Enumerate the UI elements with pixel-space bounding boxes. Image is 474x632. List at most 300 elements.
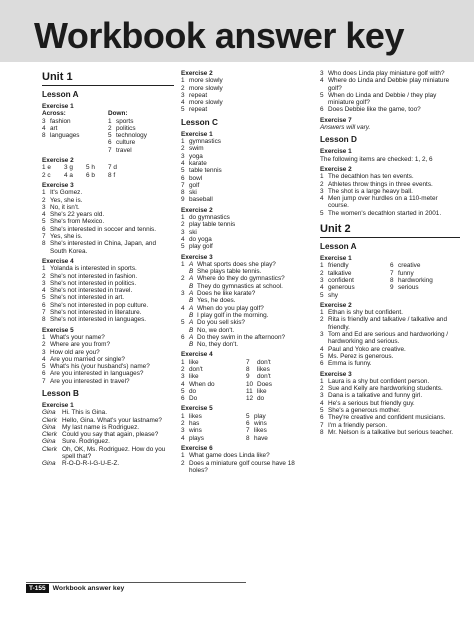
answer: Yes, she is. [50, 196, 83, 204]
speaker: B [189, 341, 194, 349]
answer: table tennis [189, 167, 222, 175]
exercise-heading: Exercise 7 [320, 116, 352, 124]
answer: karate [189, 159, 207, 167]
item-number: 7 [108, 164, 112, 172]
answer: like [189, 373, 199, 381]
answer: play golf [189, 243, 213, 251]
answer: c [47, 171, 51, 179]
answer: What sports does she play? [197, 260, 276, 268]
answer: Athletes throw things in three events. [328, 180, 433, 188]
answer: Are you married or single? [50, 355, 125, 363]
item-number: 5 [86, 164, 90, 172]
item-number: 6 [108, 139, 112, 147]
item-number: 2 [181, 221, 185, 229]
answer: Tom and Ed are serious and hardworking / hardworking and serious. [328, 331, 449, 346]
item-number: 7 [181, 181, 185, 189]
exercise-1-answers [320, 262, 460, 298]
item-number: 12 [246, 395, 254, 403]
answer: My last name is Rodriguez. [62, 423, 140, 431]
answer: likes [189, 412, 202, 420]
answer: She's not interested in pop culture. [50, 301, 149, 309]
answer: She's not interested in literature. [50, 309, 142, 317]
item-number: 8 [246, 434, 250, 442]
item-number: 5 [320, 91, 324, 99]
answer: I'm a friendly person. [328, 421, 388, 429]
answer: travel [116, 146, 132, 154]
item-number: 1 [181, 452, 185, 460]
answer: talkative [328, 269, 352, 277]
item-number: 3 [42, 117, 46, 125]
item-number: 8 [181, 189, 185, 197]
item-number: 5 [320, 406, 324, 414]
answer: culture [116, 139, 136, 147]
item-number: 1 [42, 189, 46, 197]
item-number: 2 [320, 316, 324, 324]
exercise-heading: Exercise 1 [181, 130, 213, 138]
answer: Does he like karate? [197, 290, 256, 298]
answer: Dana is a talkative and funny girl. [328, 392, 423, 400]
answer: Where do they do gymnastics? [197, 275, 285, 283]
item-number: 7 [42, 309, 46, 317]
answer: What's his (your husband's) name? [50, 363, 150, 371]
answer: more slowly [189, 77, 223, 85]
item-number: 4 [320, 284, 324, 292]
answer: bowl [189, 174, 203, 182]
answer: like [189, 358, 199, 366]
answer: When do Linda and Debbie / they play miniature golf? [328, 91, 437, 107]
answer: friendly [328, 262, 349, 270]
item-number: 5 [181, 106, 185, 114]
answer: Sure. Rodriguez. [62, 438, 110, 446]
item-number: 3 [42, 279, 46, 287]
item-number: 3 [181, 427, 185, 435]
answer: like [257, 387, 267, 395]
item-number: 5 [320, 352, 324, 360]
answer: funny [398, 269, 414, 277]
speaker: Gina [42, 409, 56, 417]
answer: When do [189, 380, 215, 388]
item-number: 4 [42, 355, 46, 363]
answer: wins [189, 427, 202, 435]
exercise-heading: Exercise 2 [42, 157, 74, 165]
item-number: 5 [181, 387, 185, 395]
item-number [181, 341, 189, 348]
answer: She's 22 years old. [50, 211, 105, 219]
answer: ski [189, 189, 197, 197]
item-number: 6 [246, 420, 250, 428]
item-number: 10 [246, 380, 254, 388]
speaker: A [189, 333, 194, 341]
answer: They do gymnastics at school. [197, 282, 283, 290]
answer: d [113, 164, 117, 172]
item-number: 6 [320, 360, 324, 368]
item-number: 4 [320, 345, 324, 353]
answer: She's not interested in languages. [50, 316, 147, 324]
item-number: 5 [42, 363, 46, 371]
answer: Could you say that again, please? [62, 431, 159, 439]
answer: How old are you? [50, 348, 100, 356]
item-number: 4 [320, 195, 324, 203]
item-number: 8 [246, 365, 250, 373]
exercise-heading: Exercise 3 [181, 253, 213, 261]
down-label: Down: [108, 110, 128, 118]
item-number: 3 [181, 91, 185, 99]
item-number: 2 [320, 180, 324, 188]
answer: Hello, Gina. What's your lastname? [62, 416, 162, 424]
matching-row [42, 164, 174, 171]
item-number: 2 [181, 459, 185, 467]
item-number: 3 [64, 164, 68, 172]
across-label: Across: [42, 110, 66, 118]
answer: No, we don't. [197, 326, 235, 334]
answer: Yes, she is. [50, 233, 83, 241]
speaker: Clerk [42, 416, 57, 424]
item-number: 8 [320, 428, 324, 436]
answer: She's from Mexico. [50, 218, 105, 226]
answer: I play golf in the morning. [197, 311, 269, 319]
item-number: 8 [42, 316, 46, 324]
item-number: 2 [42, 196, 46, 204]
item-number: 7 [42, 233, 46, 241]
answer: politics [116, 124, 136, 132]
item-number: 9 [246, 373, 250, 381]
exercise-heading: Exercise 4 [181, 351, 213, 359]
answer: golf [189, 181, 200, 189]
answer: has [189, 420, 200, 428]
exercise-1-answers [42, 110, 174, 154]
answer: g [69, 164, 73, 172]
answer: serious [398, 284, 419, 292]
exercise-heading: Exercise 1 [320, 148, 352, 156]
item-number: 5 [108, 132, 112, 140]
item-number: 7 [42, 377, 46, 385]
answer: She's interested in China, Japan, and South Korea. [50, 240, 157, 255]
answer: Do [189, 395, 198, 403]
answer: She's a generous mother. [328, 406, 401, 414]
item-number: 1 [181, 77, 185, 85]
answer: The shot is a large heavy ball. [328, 187, 413, 195]
item-number: 9 [390, 284, 394, 292]
answer: h [91, 164, 95, 172]
speaker: B [189, 311, 194, 319]
answer: fashion [50, 117, 71, 125]
answer: play table tennis [189, 221, 236, 229]
item-number: 2 [181, 420, 185, 428]
exercise-5-answers [181, 413, 311, 442]
exercise-heading: Exercise 3 [42, 181, 74, 189]
answer: Sue and Kelly are hardworking students. [328, 385, 443, 393]
answer: f [113, 171, 116, 179]
answer: Emma is funny. [328, 360, 372, 368]
answer: She's not interested in art. [50, 294, 125, 302]
answer: Where do Linda and Debbie play miniature golf? [328, 77, 450, 92]
item-number: 7 [390, 269, 394, 277]
item-number [181, 283, 189, 290]
item-number: 3 [181, 228, 185, 236]
speaker: B [189, 268, 194, 276]
answer: repeat [189, 91, 208, 99]
column-2 [181, 70, 311, 474]
answer: a [69, 171, 73, 179]
item-number: 7 [246, 427, 250, 435]
answer: play [254, 412, 266, 420]
answer: Where are you from? [50, 341, 111, 349]
answer: wins [254, 420, 267, 428]
item-number: 6 [320, 414, 324, 422]
item-number: 11 [246, 387, 253, 395]
item-number: 4 [181, 159, 185, 167]
item-number: 4 [181, 99, 185, 107]
item-number: 6 [181, 395, 185, 403]
page-number: T-155 [26, 584, 49, 593]
item-number: 3 [320, 331, 324, 339]
item-number: 7 [320, 421, 324, 429]
column-3 [320, 70, 460, 436]
speaker: B [189, 326, 194, 334]
answer: have [254, 434, 268, 442]
item-number: 1 [181, 358, 185, 366]
item-number: 4 [181, 380, 185, 388]
answer: baseball [189, 196, 213, 204]
unit-heading: Unit 1 [42, 71, 174, 86]
answer: Ethan is shy but confident. [328, 309, 403, 317]
answer: don't [257, 373, 271, 381]
answer: Do you sell skis? [197, 319, 245, 327]
answer: She plays table tennis. [197, 268, 262, 276]
answer: repeat [189, 106, 208, 114]
item-number: 2 [42, 171, 46, 179]
answer: Does Debbie like the game, too? [328, 106, 421, 114]
answer: Yes, he does. [197, 297, 236, 305]
item-number: 5 [42, 218, 46, 226]
item-number: 5 [320, 209, 324, 217]
item-number: 4 [42, 287, 46, 295]
answer: hardworking [398, 276, 433, 284]
answer: Who does Linda play miniature golf with? [328, 70, 445, 77]
answer: Hi. This is Gina. [62, 409, 107, 417]
item-number: 6 [86, 171, 90, 179]
item-number: 2 [320, 385, 324, 393]
item-number: 5 [246, 412, 250, 420]
answer: generous [328, 284, 355, 292]
speaker: B [189, 282, 194, 290]
exercise-heading: Exercise 1 [320, 255, 352, 263]
item-number: 4 [181, 235, 185, 243]
item-number: 6 [320, 106, 324, 114]
item-number: 3 [320, 392, 324, 400]
item-number: 2 [108, 124, 112, 132]
exercise-heading: Exercise 5 [181, 405, 213, 413]
speaker: Clerk [42, 431, 57, 439]
answer: Are you interested in languages? [50, 370, 144, 378]
item-number: 6 [42, 301, 46, 309]
answer: Rita is friendly and talkative / talkative and friendly. [328, 316, 447, 331]
item-number: 1 [181, 138, 185, 146]
item-number: 1 [320, 262, 324, 270]
answer: When do you play golf? [197, 304, 264, 312]
exercise-4-answers [181, 359, 311, 403]
answer: shy [328, 291, 338, 299]
exercise-heading: Exercise 1 [42, 401, 74, 409]
speaker: A [189, 319, 194, 327]
item-number: 3 [42, 203, 46, 211]
speaker: B [189, 297, 194, 305]
item-number: 8 [42, 240, 46, 248]
answer: e [47, 164, 51, 172]
speaker: A [189, 260, 194, 268]
answer: sports [116, 117, 134, 125]
speaker: Clerk [42, 445, 57, 453]
item-number: 1 [320, 173, 324, 181]
answer: Does [257, 380, 272, 388]
exercise-heading: Exercise 2 [181, 206, 213, 214]
page-footer [26, 582, 246, 593]
item-number: 5 [181, 167, 185, 175]
answer: Laura is a shy but confident person. [328, 377, 430, 385]
item-number: 9 [181, 196, 185, 204]
item-number: 5 [320, 291, 324, 299]
lesson-heading: Lesson C [181, 117, 218, 127]
answer: The women's decathlon started in 2001. [328, 209, 442, 217]
answer: creative [398, 262, 421, 270]
answer: confident [328, 276, 354, 284]
item-number: 6 [42, 370, 46, 378]
answer: No, it isn't. [50, 203, 80, 211]
answer: The following items are checked: 1, 2, 6 [320, 155, 433, 163]
item-number: 1 [181, 214, 185, 222]
answer: more slowly [189, 99, 223, 107]
answer: What's your name? [50, 333, 105, 341]
lesson-heading: Lesson A [320, 242, 357, 252]
column-1 [42, 70, 174, 468]
item-number: 8 [42, 132, 46, 140]
speaker: A [189, 275, 194, 283]
item-number: 1 [42, 164, 46, 172]
item-number: 6 [42, 225, 46, 233]
item-number: 8 [390, 276, 394, 284]
answer: Mr. Nelson is a talkative but serious teacher. [328, 428, 454, 436]
item-number: 7 [246, 358, 250, 366]
answer: It's Gomez. [50, 189, 83, 197]
item-number: 2 [181, 275, 185, 283]
item-number: 1 [320, 377, 324, 385]
speaker: Gina [42, 423, 56, 431]
matching-row [42, 172, 174, 179]
exercise-heading: Exercise 6 [181, 444, 213, 452]
unit-heading: Unit 2 [320, 223, 460, 238]
answer: languages [50, 132, 80, 140]
item-number: 1 [42, 333, 46, 341]
item-number: 3 [181, 373, 185, 381]
answer: Are you interested in travel? [50, 377, 130, 385]
item-number: 8 [108, 171, 112, 179]
item-number: 4 [320, 399, 324, 407]
answer: b [91, 171, 95, 179]
answer: do yoga [189, 235, 212, 243]
item-number: 6 [390, 262, 394, 270]
answer: Answers will vary. [320, 124, 371, 132]
item-number: 4 [64, 171, 68, 179]
item-number: 3 [181, 152, 185, 160]
item-number [181, 268, 189, 275]
answer: likes [257, 365, 270, 373]
item-number: 1 [42, 265, 46, 273]
item-number: 6 [181, 174, 185, 182]
footer-label: Workbook answer key [52, 584, 125, 592]
answer: likes [254, 427, 267, 435]
lesson-heading: Lesson B [42, 388, 79, 398]
exercise-heading: Exercise 2 [181, 70, 213, 77]
exercise-heading: Exercise 1 [42, 103, 74, 110]
answer: Does a miniature golf course have 18 holes? [189, 459, 295, 474]
answer: Paul and Yoko are creative. [328, 345, 406, 353]
answer: ski [189, 228, 197, 236]
exercise-heading: Exercise 5 [42, 326, 74, 334]
item-number: 3 [42, 348, 46, 356]
exercise-heading: Exercise 2 [320, 165, 352, 173]
item-number: 5 [42, 294, 46, 302]
answer: Yolanda is interested in sports. [50, 265, 137, 273]
item-number: 1 [320, 309, 324, 317]
item-number: 6 [181, 333, 185, 341]
item-number: 2 [181, 365, 185, 373]
answer: do [257, 395, 265, 403]
answer: He's a serious but friendly guy. [328, 399, 415, 407]
exercise-heading: Exercise 3 [320, 370, 352, 378]
item-number: 1 [181, 260, 185, 268]
answer: No, they don't. [197, 341, 239, 349]
answer: She's not interested in travel. [50, 287, 133, 295]
answer: She's not interested in politics. [50, 279, 137, 287]
lesson-heading: Lesson A [42, 90, 79, 99]
answer: technology [116, 132, 147, 140]
answer: do gymnastics [189, 214, 230, 222]
speaker: A [189, 304, 194, 312]
item-number: 5 [181, 243, 185, 251]
answer: The decathlon has ten events. [328, 173, 414, 181]
page-title: Workbook answer key [34, 15, 404, 56]
answer: They're creative and confident musicians. [328, 414, 446, 422]
item-number: 4 [42, 124, 46, 132]
item-number: 7 [108, 146, 112, 154]
item-number: 3 [320, 70, 324, 77]
item-number: 2 [181, 84, 185, 92]
item-number: 4 [320, 77, 324, 85]
answer: don't [189, 365, 203, 373]
item-number: 3 [181, 290, 185, 298]
answer: more slowly [189, 84, 223, 92]
answer: Do they swim in the afternoon? [197, 333, 286, 341]
answer: do [189, 387, 197, 395]
answer: Men jump over hurdles on a 110-meter course. [328, 195, 438, 210]
answer: Ms. Perez is generous. [328, 352, 394, 360]
answer: yoga [189, 152, 203, 160]
item-number: 1 [181, 412, 185, 420]
item-number: 2 [42, 341, 46, 349]
speaker: A [189, 290, 194, 298]
exercise-heading: Exercise 2 [320, 301, 352, 309]
exercise-heading: Exercise 4 [42, 257, 74, 265]
item-number: 2 [42, 272, 46, 280]
speaker: Gina [42, 460, 56, 468]
item-number: 3 [320, 276, 324, 284]
answer: plays [189, 434, 204, 442]
answer: R-O-D-R-I-G-U-E-Z. [62, 460, 120, 468]
item-number [181, 297, 189, 304]
speaker: Gina [42, 438, 56, 446]
answer: What game does Linda like? [189, 452, 270, 460]
item-number: 4 [42, 211, 46, 219]
